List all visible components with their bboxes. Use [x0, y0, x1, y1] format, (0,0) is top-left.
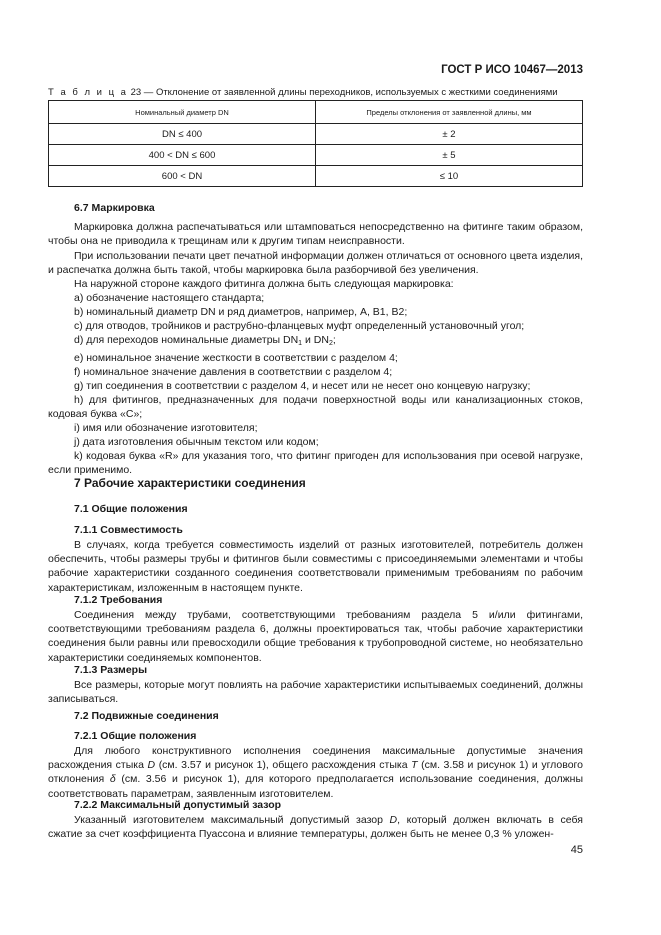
list-item: i) имя или обозначение изготовителя; — [74, 422, 258, 434]
page-number: 45 — [570, 844, 583, 856]
text-run: (см. 3.56 и рисунок 1), для которого предполагается использование соединения, должны соответствовать параметрам, заявленным изготовителем. — [48, 773, 583, 800]
paragraph: Маркировка должна распечатываться или штамповаться непосредственно на фитинге таким образом, чтобы она не приводила к трещинам или к другим типам неисправности. — [48, 221, 583, 248]
table-caption — [48, 87, 558, 98]
section-heading-7-2: 7.2 Подвижные соединения — [74, 710, 219, 722]
list-item: j) дата изготовления обычным текстом или кодом; — [74, 436, 319, 448]
table-cell: 600 < DN — [49, 166, 316, 187]
symbol: T — [411, 759, 418, 772]
paragraph: В случаях, когда требуется совместимость изделий от разных изготовителей, потребитель должен обеспечить, чтобы размеры трубы и фитингов были совместимы с присоединяемыми элементами и чтобы рабочие характеристики созданного соединения соответствовали применимым требованиям по рабочим характеристикам, изложенным в настоящем пункте. — [48, 539, 583, 594]
section-heading-7-2-1: 7.2.1 Общие положения — [74, 730, 197, 742]
paragraph: Все размеры, которые могут повлиять на рабочие характеристики испытываемых соединений, должны записываться. — [48, 679, 583, 706]
subscript: 1 — [298, 340, 303, 347]
text-run: Указанный изготовителем максимальный допустимый зазор — [74, 814, 390, 826]
paragraph — [48, 813, 583, 841]
list-item: k) кодовая буква «R» для указания того, что фитинг пригоден для использования при осевой нагрузке, если применимо. — [48, 450, 583, 477]
list-item-text: и DN — [302, 334, 329, 346]
table-header-row — [49, 101, 583, 124]
list-item: e) номинальное значение жесткости в соответствии с разделом 4; — [74, 352, 398, 364]
list-item: a) обозначение настоящего стандарта; — [74, 292, 265, 304]
table-cell: DN ≤ 400 — [49, 124, 316, 145]
deviation-table — [48, 100, 583, 187]
section-heading-7-2-2: 7.2.2 Максимальный допустимый зазор — [74, 799, 282, 811]
list-item: g) тип соединения в соответствии с разделом 4, и несет или не несет оно концевую нагрузку; — [74, 380, 531, 392]
text-run: Для любого конструктивного исполнения соединения максимальные допустимые значения расхождения стыка — [48, 745, 583, 772]
text-run: (см. 3.57 и рисунок 1), общего расхождения стыка — [155, 759, 412, 772]
column-header: Пределы отклонения от заявленной длины, мм — [316, 101, 583, 124]
section-heading-7-1: 7.1 Общие положения — [74, 503, 188, 515]
table-row — [49, 166, 583, 187]
section-heading-7-1-1: 7.1.1 Совместимость — [74, 524, 183, 536]
symbol: D — [147, 759, 156, 772]
section-heading-6-7: 6.7 Маркировка — [74, 202, 155, 214]
list-item: f) номинальное значение давления в соответствии с разделом 4; — [74, 366, 393, 378]
list-item-text: ; — [332, 334, 336, 346]
table-caption-prefix: Т а б л и ц а — [48, 87, 128, 98]
symbol: δ — [109, 773, 116, 786]
table-caption-text: 23 — Отклонение от заявленной длины переходников, используемых с жесткими соединениями — [130, 87, 558, 98]
section-heading-7: 7 Рабочие характеристики соединения — [74, 476, 306, 490]
column-header: Номинальный диаметр DN — [49, 101, 316, 124]
section-heading-7-1-3: 7.1.3 Размеры — [74, 664, 148, 676]
list-intro: На наружной стороне каждого фитинга должна быть следующая маркировка: — [74, 278, 454, 290]
list-item — [74, 333, 336, 351]
table-cell: 400 < DN ≤ 600 — [49, 145, 316, 166]
list-item-text: d) для переходов номинальные диаметры DN — [74, 334, 299, 346]
text-run: , который должен включать в себя сжатие за счет коэффициента Пуассона и влияние температуры, должен быть не менее 0,3 % уложен- — [48, 814, 583, 841]
paragraph — [48, 744, 583, 801]
symbol: D — [389, 814, 398, 826]
table-row — [49, 145, 583, 166]
table-cell: ≤ 10 — [316, 166, 583, 187]
list-item: c) для отводов, тройников и раструбно-фланцевых муфт определенный установочный угол; — [74, 320, 525, 332]
paragraph: Соединения между трубами, соответствующими требованиям раздела 5 и/или фитингами, соответствующими требованиям раздела 6, должны проектироваться так, чтобы рабочие характеристики соединения были равны или превосходили общие требования к трубопроводной системе, но необязательно характеристики соединяемых компонентов. — [48, 609, 583, 664]
list-item: b) номинальный диаметр DN и ряд диаметров, например, A, B1, B2; — [74, 306, 408, 318]
text-run: (см. 3.58 и рисунок 1) и углового отклонения — [48, 759, 583, 786]
section-heading-7-1-2: 7.1.2 Требования — [74, 594, 163, 606]
list-item: h) для фитингов, предназначенных для подачи поверхностной воды или канализационных стоков, кодовая буква «C»; — [48, 394, 583, 421]
table-cell: ± 2 — [316, 124, 583, 145]
subscript: 2 — [328, 340, 333, 347]
table-cell: ± 5 — [316, 145, 583, 166]
paragraph: При использовании печати цвет печатной информации должен отличаться от основного цвета изделия, и распечатка должна быть такой, чтобы маркировка была разборчивой без увеличения. — [48, 250, 583, 277]
standard-number: ГОСТ Р ИСО 10467—2013 — [441, 64, 583, 76]
table-row — [49, 124, 583, 145]
